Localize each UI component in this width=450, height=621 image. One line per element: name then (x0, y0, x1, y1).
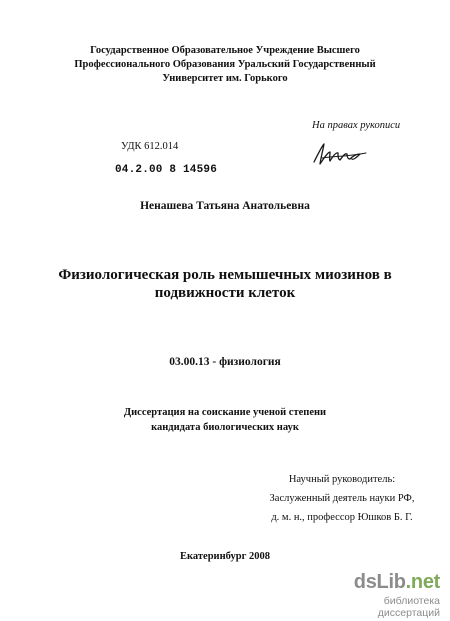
udk-code: УДК 612.014 (121, 141, 179, 152)
institution-line-1: Государственное Образовательное Учреждение Высшего (90, 45, 360, 56)
dissertation-title (0, 266, 450, 302)
watermark-caption: библиотека диссертаций (377, 595, 440, 619)
dslib-logo[interactable] (354, 571, 440, 593)
dslib-watermark[interactable] (340, 571, 440, 619)
logo-part-2: .net (405, 571, 440, 593)
degree-line-2: кандидата биологических наук (151, 422, 299, 433)
author-name: Ненашева Татьяна Анатольевна (140, 200, 310, 212)
title-line-1: Физиологическая роль немышечных миозинов в (58, 267, 392, 283)
supervisor-line-2: Заслуженный деятель науки РФ, (269, 493, 415, 504)
institution-block (0, 44, 450, 86)
supervisor-line-1: Научный руководитель: (288, 474, 396, 485)
logo-part-1: dsLib (353, 571, 406, 593)
supervisor-line-3: д. м. н., профессор Юшков Б. Г. (271, 512, 413, 523)
specialty-code: 03.00.13 - физиология (169, 356, 281, 368)
degree-line-1: Диссертация на соискание ученой степени (123, 407, 327, 418)
handwritten-signature-icon (308, 140, 372, 168)
manuscript-rights-label: На правах рукописи (312, 120, 401, 131)
institution-line-3: Университет им. Горького (162, 73, 288, 84)
institution-line-2: Профессионального Образования Уральский Государственный (74, 59, 376, 70)
city-year: Екатеринбург 2008 (180, 551, 270, 562)
degree-statement (0, 405, 450, 435)
supervisor-block (252, 470, 432, 527)
registration-code: 04.2.00 8 14596 (115, 164, 218, 176)
title-line-2: подвижности клеток (154, 285, 296, 301)
